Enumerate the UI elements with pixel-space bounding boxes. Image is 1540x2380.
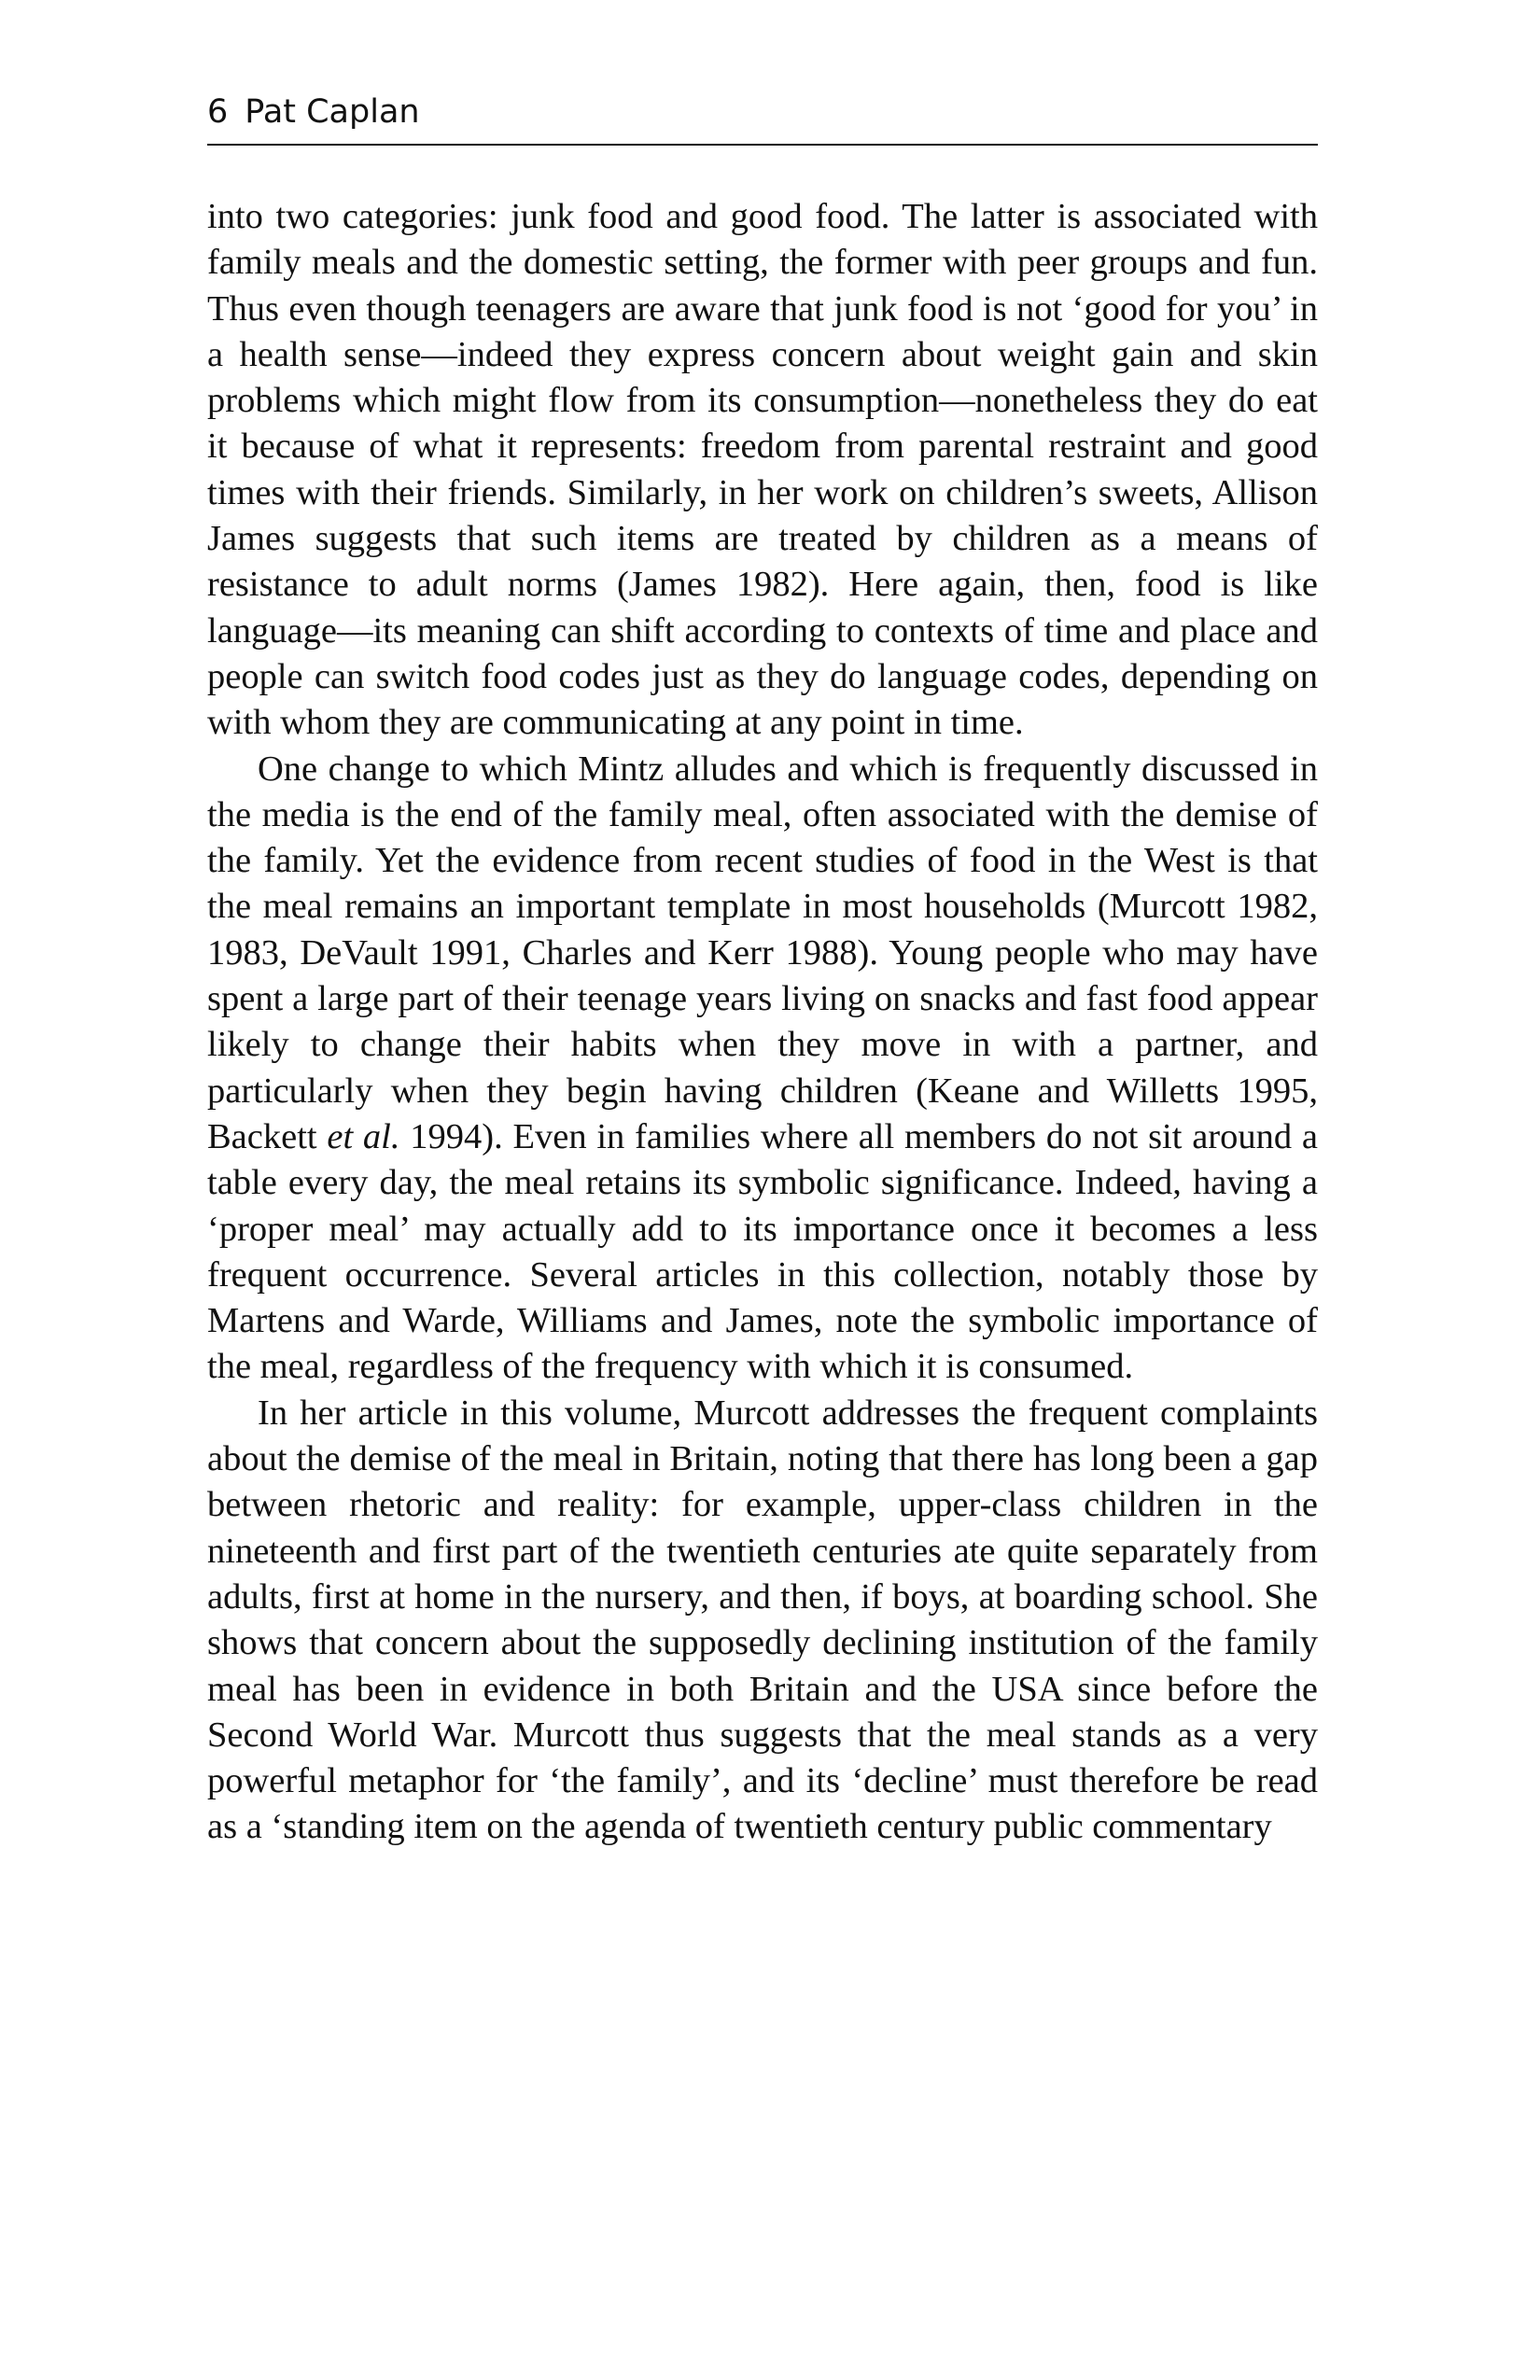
paragraph-2 xyxy=(207,747,1318,1391)
paragraph-2-text-after-italic: 1994). Even in families where all members do not sit around a table every day, the meal retains its symbolic significance. Indeed, having a ‘proper meal’ may actually add to its importance once it becomes a less frequent occurrence. Several articles in this collection, notably those by Martens and Warde, Williams and James, note the symbolic importance of the meal, regardless of the frequency with which it is consumed. xyxy=(207,1116,1318,1387)
body-text xyxy=(207,194,1318,1851)
paragraph-1: into two categories: junk food and good food. The latter is associated with family meals and the domestic setting, the former with peer groups and fun. Thus even though teenagers are aware that junk food is not ‘good for you’ in a health sense—indeed they express concern about weight gain and skin problems which might flow from its consumption—nonetheless they do eat it because of what it represents: freedom from parental restraint and good times with their friends. Similarly, in her work on children’s sweets, Allison James suggests that such items are treated by children as a means of resistance to adult norms (James 1982). Here again, then, food is like language—its meaning can shift according to contexts of time and place and people can switch food codes just as they do language codes, depending on with whom they are communicating at any point in time. xyxy=(207,197,1318,743)
running-header xyxy=(207,91,1318,146)
paragraph-2-italic-text: et al. xyxy=(327,1116,400,1156)
running-head-author: Pat Caplan xyxy=(245,93,420,131)
paragraph-2-text-before-italic: One change to which Mintz alludes and which is frequently discussed in the media is the end of the family meal, often associated with the demise of the family. Yet the evidence from recent studies of food in the West is that the meal remains an important template in most households (Murcott 1982, 1983, DeVault 1991, Charles and Kerr 1988). Young people who may have spent a large part of their teenage years living on snacks and fast food appear likely to change their habits when they move in with a partner, and particularly when they begin having children (Keane and Willetts 1995, Backett xyxy=(207,749,1318,1156)
page-number: 6 xyxy=(207,93,229,131)
paragraph-3: In her article in this volume, Murcott addresses the frequent complaints about the demise of the meal in Britain, noting that there has long been a gap between rhetoric and reality: for example, upper-class children in the nineteenth and first part of the twentieth centuries ate quite separately from adults, first at home in the nursery, and then, if boys, at boarding school. She shows that concern about the supposedly declining institution of the family meal has been in evidence in both Britain and the USA since before the Second World War. Murcott thus suggests that the meal stands as a very powerful metaphor for ‘the family’, and its ‘decline’ must therefore be read as a ‘standing item on the agenda of twentieth century public commentary xyxy=(207,1393,1318,1847)
